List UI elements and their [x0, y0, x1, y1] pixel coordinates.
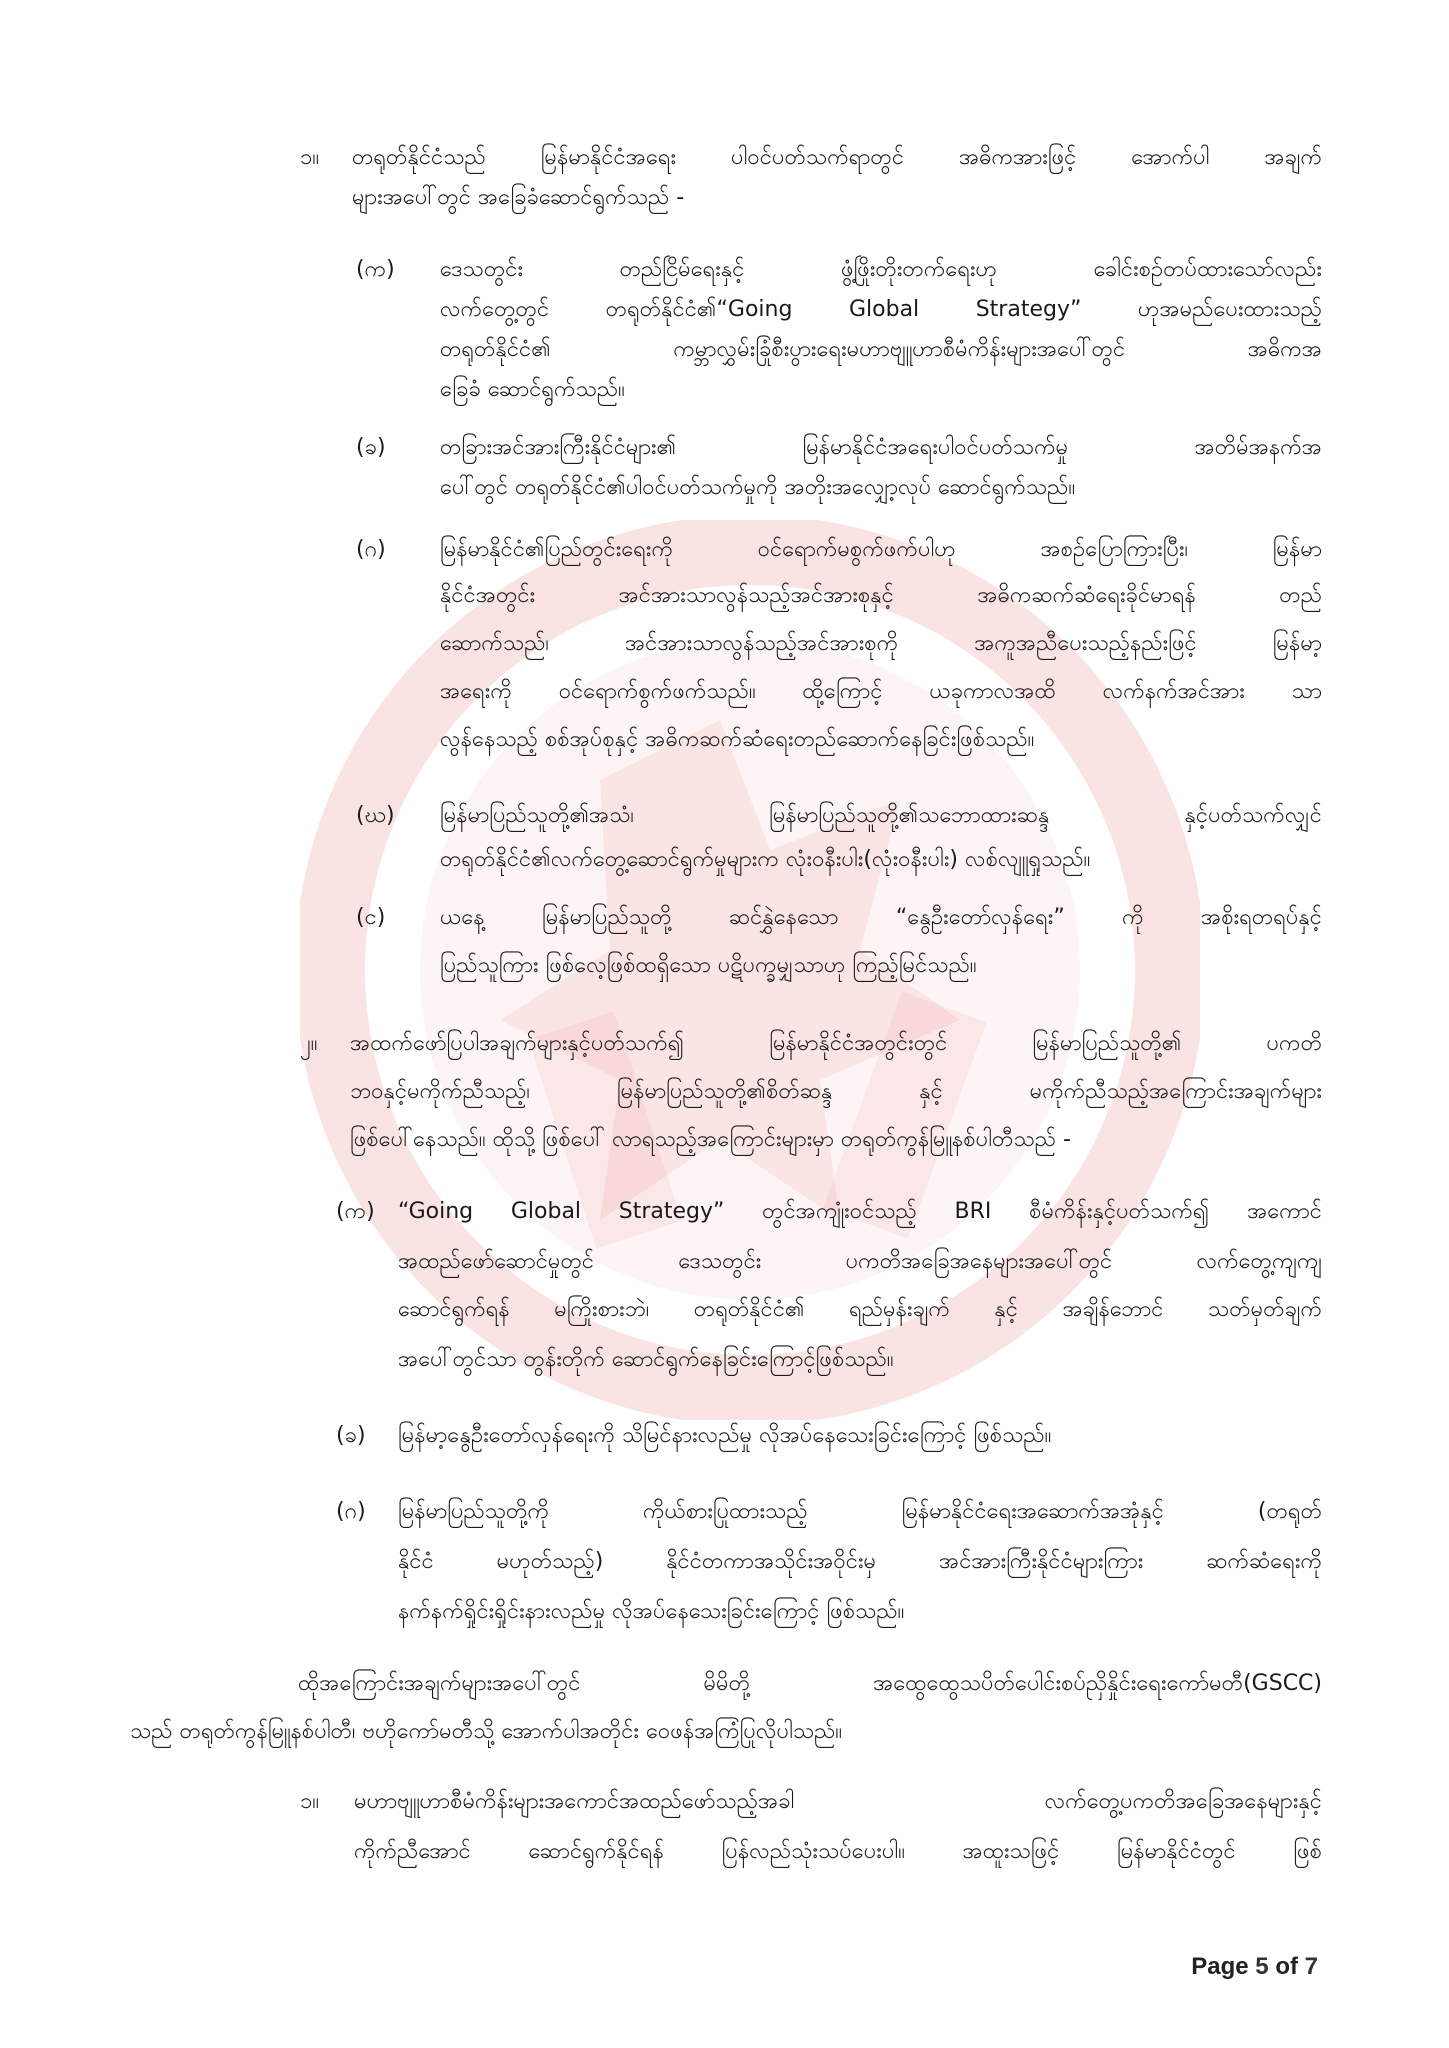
item-1-nga-line-1: ယနေ့ မြန်မာပြည်သူတို့ ဆင်နွှဲနေသော “နွေဦးတော်လှန်ရေး” ကို အစိုးရတရပ်နှင့် [440, 905, 1322, 930]
closing-line-1: ထိုအကြောင်းအချက်များအပေါ်တွင် မိမိတို့ အထွေထွေသပိတ်ပေါင်းစပ်ညှိနှိုင်းရေးကော်မတီ(GSCC) [298, 1671, 1322, 1696]
page-current: 5 [1255, 1953, 1269, 1980]
item-2-ga-line-2: နိုင်ငံ မဟုတ်သည့်) နိုင်ငံတကာအသိုင်းအဝိုင်းမှ အင်အားကြီးနိုင်ငံများကြား ဆက်ဆံရေးကို [398, 1549, 1322, 1574]
item-1-nga-label: (င) [356, 905, 386, 930]
item-1-kha-line-1: တခြားအင်အားကြီးနိုင်ငံများ၏ မြန်မာနိုင်ငံအရေးပါဝင်ပတ်သက်မှု အတိမ်အနက်အ [440, 435, 1322, 460]
recommendation-1-line-1: မဟာဗျူဟာစီမံကိန်းများအကောင်အထည်ဖော်သည့်အခါ လက်တွေ့ပကတိအခြေအနေများနှင့် [354, 1789, 1322, 1814]
item-2-kha-label: (ခ) [336, 1423, 366, 1448]
item-1-gha-line-2: တရုတ်နိုင်ငံ၏လက်တွေ့ဆောင်ရွက်မှုများက လုံးဝနီးပါး(လုံးဝနီးပါး) လစ်လျူရှုသည်။ [440, 847, 1091, 872]
page-word: Page [1191, 1953, 1249, 1980]
item-1-ka-line-4: ခြေခံ ဆောင်ရွက်သည်။ [440, 377, 625, 402]
section-2-line-2: ဘဝနှင့်မကိုက်ညီသည့်၊ မြန်မာပြည်သူတို့၏စိတ်ဆန္ဒ နှင့် မကိုက်ညီသည့်အကြောင်းအချက်များ [350, 1079, 1322, 1104]
item-1-ka-line-3: တရုတ်နိုင်ငံ၏ ကမ္ဘာလွှမ်းခြုံစီးပွားရေးမဟာဗျူဟာစီမံကိန်းများအပေါ်တွင် အဓိကအ [440, 337, 1322, 362]
item-1-nga-line-2: ပြည်သူကြား ဖြစ်လေ့ဖြစ်ထရှိသော ပဋိပက္ခမျှသာဟု ကြည့်မြင်သည်။ [440, 953, 977, 978]
section-1-line-1: တရုတ်နိုင်ငံသည် မြန်မာနိုင်ငံအရေး ပါဝင်ပတ်သက်ရာတွင် အဓိကအားဖြင့် အောက်ပါ အချက် [352, 145, 1322, 170]
item-2-ga-line-3: နက်နက်ရှိုင်းရှိုင်းနားလည်မှု လိုအပ်နေသေးခြင်းကြောင့် ဖြစ်သည်။ [398, 1599, 905, 1624]
recommendation-1-line-2: ကိုက်ညီအောင် ဆောင်ရွက်နိုင်ရန် ပြန်လည်သုံးသပ်ပေးပါ။ အထူးသဖြင့် မြန်မာနိုင်ငံတွင် ဖြစ် [354, 1839, 1322, 1864]
item-2-ka-line-2: အထည်ဖော်ဆောင်မှုတွင် ဒေသတွင်း ပကတိအခြေအနေများအပေါ်တွင် လက်တွေ့ကျကျ [398, 1249, 1322, 1274]
item-1-ka-line-1: ဒေသတွင်း တည်ငြိမ်ရေးနှင့် ဖွံ့ဖြိုးတိုးတက်ရေးဟု ခေါင်းစဉ်တပ်ထားသော်လည်း [440, 257, 1322, 282]
item-1-ga-label: (ဂ) [356, 537, 386, 562]
item-1-ga-line-4: အရေးကို ဝင်ရောက်စွက်ဖက်သည်။ ထို့ကြောင့် ယခုကာလအထိ လက်နက်အင်အား သာ [440, 679, 1322, 704]
section-2-line-3: ဖြစ်ပေါ်နေသည်။ ထိုသို့ ဖြစ်ပေါ် လာရသည့်အကြောင်းများမှာ တရုတ်ကွန်မြူနစ်ပါတီသည် - [350, 1127, 1071, 1152]
item-1-ka-label: (က) [356, 257, 395, 282]
item-1-ga-line-5: လွန်နေသည့် စစ်အုပ်စုနှင့် အဓိကဆက်ဆံရေးတည်ဆောက်နေခြင်းဖြစ်သည်။ [440, 727, 1035, 752]
item-2-kha-line-1: မြန်မာ့နွေဦးတော်လှန်ရေးကို သိမြင်နားလည်မှု လိုအပ်နေသေးခြင်းကြောင့် ဖြစ်သည်။ [398, 1423, 1052, 1448]
item-1-ga-line-3: ဆောက်သည်၊ အင်အားသာလွန်သည့်အင်အားစုကို အကူအညီပေးသည့်နည်းဖြင့် မြန်မာ့ [440, 631, 1322, 656]
item-2-ka-line-3: ဆောင်ရွက်ရန် မကြိုးစားဘဲ၊ တရုတ်နိုင်ငံ၏ ရည်မှန်းချက် နှင့် အချိန်ဘောင် သတ်မှတ်ချက် [398, 1297, 1322, 1322]
item-2-ka-line-4: အပေါ်တွင်သာ တွန်းတိုက် ဆောင်ရွက်နေခြင်းကြောင့်ဖြစ်သည်။ [398, 1347, 894, 1372]
section-2-number: ၂။ [300, 1031, 318, 1056]
section-1-line-2: များအပေါ်တွင် အခြေခံဆောင်ရွက်သည် - [352, 185, 685, 210]
page-number [1191, 1953, 1318, 1981]
item-1-gha-line-1: မြန်မာပြည်သူတို့၏အသံ၊ မြန်မာပြည်သူတို့၏သဘောထားဆန္ဒ နှင့်ပတ်သက်လျှင် [440, 803, 1322, 828]
item-1-ga-line-1: မြန်မာနိုင်ငံ၏ပြည်တွင်းရေးကို ဝင်ရောက်မစွက်ဖက်ပါဟု အစဉ်ပြောကြားပြီး၊ မြန်မာ [440, 537, 1322, 562]
item-2-ga-label: (ဂ) [336, 1499, 366, 1524]
page-total: 7 [1304, 1953, 1318, 1980]
recommendation-1-number: ၁။ [300, 1789, 320, 1814]
item-1-kha-label: (ခ) [356, 435, 386, 460]
item-1-ga-line-2: နိုင်ငံအတွင်း အင်အားသာလွန်သည့်အင်အားစုနှင့် အဓိကဆက်ဆံရေးခိုင်မာရန် တည် [440, 583, 1322, 608]
page-of: of [1275, 1953, 1298, 1980]
item-2-ga-line-1: မြန်မာပြည်သူတို့ကို ကိုယ်စားပြုထားသည့် မြန်မာနိုင်ငံရေးအဆောက်အအုံနှင့် (တရုတ် [398, 1499, 1322, 1524]
item-1-kha-line-2: ပေါ်တွင် တရုတ်နိုင်ငံ၏ပါဝင်ပတ်သက်မှုကို အတိုးအလျှော့လုပ် ဆောင်ရွက်သည်။ [440, 475, 1076, 500]
section-1-number: ၁။ [300, 145, 320, 170]
item-2-ka-label: (က) [336, 1199, 375, 1224]
item-1-gha-label: (ဃ) [356, 803, 395, 828]
section-2-line-1: အထက်ဖော်ပြပါအချက်များနှင့်ပတ်သက်၍ မြန်မာနိုင်ငံအတွင်းတွင် မြန်မာပြည်သူတို့၏ ပကတိ [350, 1031, 1322, 1056]
item-2-ka-line-1: “Going Global Strategy” တွင်အကျုံးဝင်သည့် BRI စီမံကိန်းနှင့်ပတ်သက်၍ အကောင် [398, 1199, 1322, 1224]
item-1-ka-line-2: လက်တွေ့တွင် တရုတ်နိုင်ငံ၏“Going Global Strategy” ဟုအမည်ပေးထားသည့် [440, 297, 1322, 322]
closing-line-2: သည် တရုတ်ကွန်မြူနစ်ပါတီ၊ ဗဟိုကော်မတီသို့ အောက်ပါအတိုင်း ဝေဖန်အကြံပြုလိုပါသည်။ [130, 1719, 843, 1744]
